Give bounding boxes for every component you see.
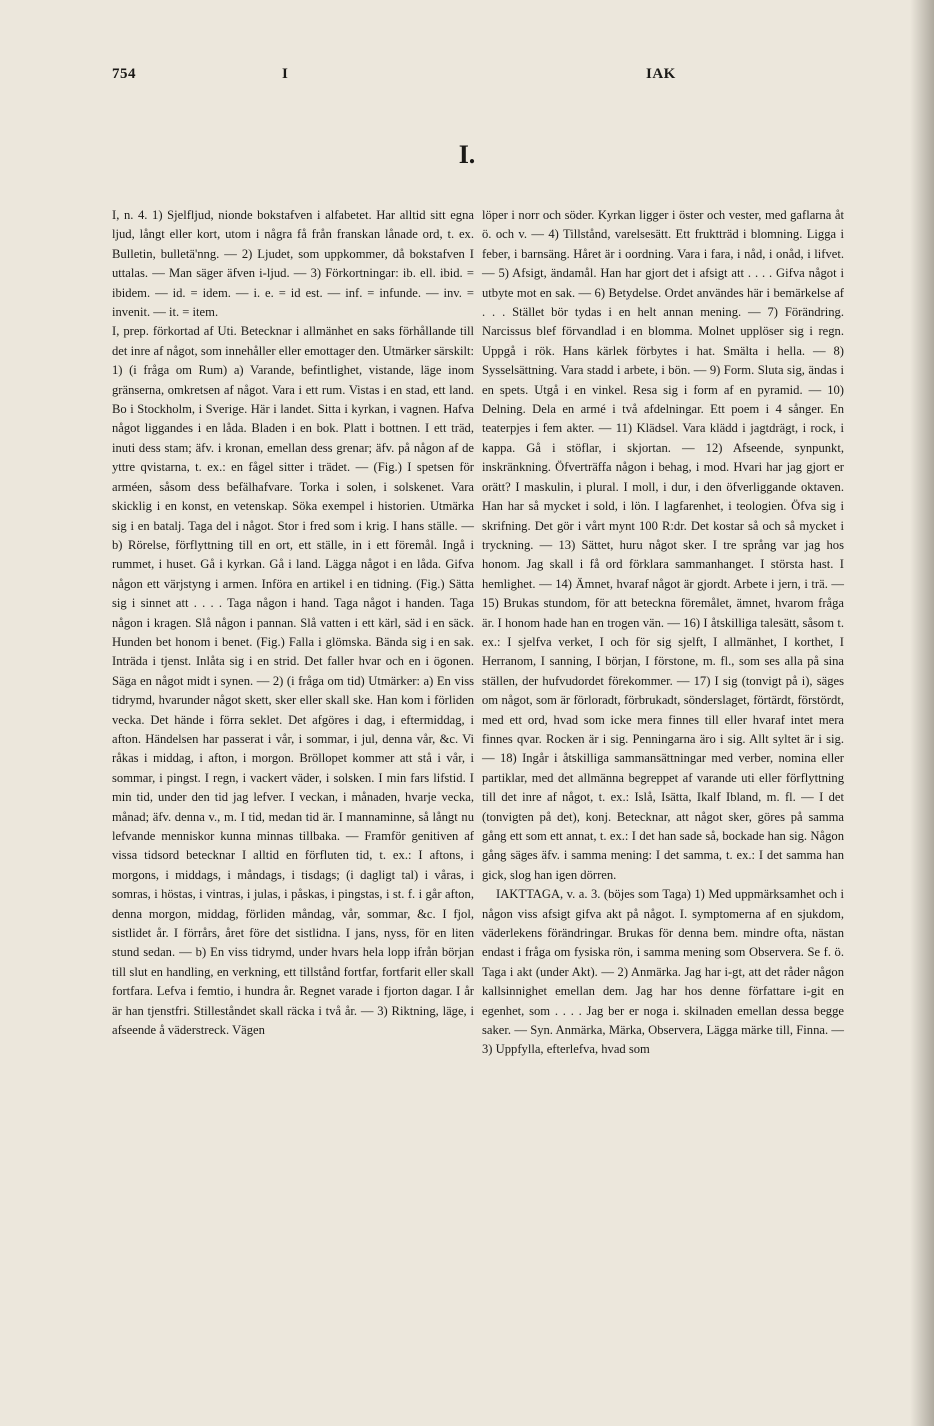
entry-i-preposition: I, prep. förkortad af Uti. Betecknar i allmänhet en saks förhållande till det inre af något, som innehåller eller emottager den. Utmärker särskilt: 1) (i fråga om Rum) a) Varande, befintlighet, vistande, läge inom gränserna, omkretsen af något. Vara i ett rum. Vistas i en stad, ett land. Bo i Stockholm, i Sverige. Här i landet. Sitta i kyrkan, i vagnen. Hafva något liggandes i en låda. Bladen i en bok. Platt i bottnen. I ett träd, inuti dess stam; äfv. i kronan, emellan dess grenar; äfv. på någon af de yttre qvistarna, t. ex.: en fågel sitter i trädet. — (Fig.) I spetsen för arméen, såsom dess befälhafvare. Torka i solen, i solskenet. Vara skicklig i en konst, en vetenskap. Söka exempel i historien. Utmärka sig i en batalj. Taga del i något. Stor i fred som i krig. I hans ställe. — b) Rörelse, förflyttning till en ort, ett ställe, in i ett föremål. Ingå i rummet, i huset. Gå i kyrkan. Gå i land. Lägga något i en låda. Gifva någon ett värjstyng i armen. Införa en artikel i en tidning. (Fig.) Sätta sig i sinnet att . . . . Taga någon i hand. Taga något i handen. Taga någon i kragen. Slå någon i pannan. Slå vatten i ett kärl, säd i en säck. Hunden bet honom i benet. (Fig.) Falla i glömska. Bända sig i en sak. Inträda i tjenst. Inlåta sig i en strid. Det faller hvar och en i ögonen. Säga en något midt i synen. — 2) (i fråga om tid) Utmärker: a) En viss tidrymd, hvarunder något skett, sker eller skall ske. Han kom i förliden vecka. Det hände i förra seklet. Det afgöres i dag, i eftermiddag, i afton. Händelsen har passerat i vår, i sommar, i jul, denna vår, &c. Vi råkas i middag, i afton, i morgon. Bröllopet kommer att stå i vår, i sommar, i pingst. I regn, i vackert väder, i solsken. I min fars lifstid. I min tid, under den tid jag lefver. I veckan, i månaden, hvarje vecka, månad; äfv. denna v., m. I tid, medan tid är. I mannaminne, så långt nu lefvande menniskor kunna minnas tillbaka. — Framför genitiven af vissa tidsord betecknar I alltid en förfluten tid, t. ex.: I aftons, i morgons, i middags, i måndags, i tisdags; (i dagligt tal) i våras, i somras, i höstas, i vintras, i julas, i påskas, i pingstas, i st. f. i går afton, denna morgon, middag, förliden måndag, vår, sommar, &c. I fjol, sistlidet år. I förrårs, året före det sistlidna. I jans, nyss, för en liten stund sedan. — b) En viss tidrymd, under hvars hela lopp ifrån början till slut en handling, en verkning, ett tillstånd fortfar, fortfarit eller skall fortfara. Lefva i femtio, i hundra år. Regnet varade i fjorton dagar. I år är han tjenstfri. Stilleståndet skall räcka i två år. — 3) Riktning, läge, i afseende å väderstreck. Vägen xyxy=(112,324,474,1038)
right-guide-word: IAK xyxy=(646,66,676,82)
left-guide-word: I xyxy=(282,66,289,82)
running-head xyxy=(0,66,934,86)
section-heading: I. xyxy=(458,140,476,169)
entry-i-noun: I, n. 4. 1) Sjelfljud, nionde bokstafven i alfabetet. Har alltid sitt egna ljud, långt eller kort, utom i några få från franskan lånade ord, t. ex. Bulletin, bulletä'nng. — 2) Ljudet, som uppkommer, då bokstafven I uttalas. — Man säger äfven i-ljud. — 3) Förkortningar: ib. ell. ibid. = ibidem. — id. = idem. — i. e. = id est. — inf. = infunde. — inv. = invenit. — it. = item. xyxy=(112,208,474,320)
right-column xyxy=(482,206,844,1060)
entry-i-preposition-continued: löper i norr och söder. Kyrkan ligger i öster och vester, med gaflarna åt ö. och v. — 4) Tillstånd, varelsesätt. Ett fruktträd i blomning. Ligga i feber, i barnsäng. Håret är i oordning. Vara i fara, i nåd, i onåd, i lifvet. — 5) Afsigt, ändamål. Han har gjort det i afsigt att . . . . Gifva något i utbyte mot en sak. — 6) Betydelse. Ordet användes här i bemärkelse af . . . Stället bör tydas i en helt annan mening. — 7) Förändring. Narcissus blef förvandlad i en blomma. Molnet upplöser sig i regn. Uppgå i rök. Hans kärlek förbytes i hat. Smälta i hella. — 8) Sysselsättning. Vara stadd i arbete, i bön. — 9) Form. Sluta sig, ändas i en spets. Utgå i en vinkel. Resa sig i form af en pyramid. — 10) Delning. Dela en armé i två afdelningar. Ett poem i 4 sånger. En teaterpjes i fem akter. — 11) Klädsel. Vara klädd i jagtdrägt, i rock, i kappa. Gå i stöflar, i skjortan. — 12) Afseende, synpunkt, inskränkning. Öfverträffa någon i behag, i mod. Hvari har jag gjort er orätt? I maskulin, i plural. I moll, i dur, i den öfverliggande oktaven. Han har så mycket i sold, i lön. I lagfarenhet, i teologien. Öfva sig i skrifning. Det gör i vårt mynt 100 R:dr. Det kostar så och så mycket i tryckning. — 13) Sättet, huru något sker. I tre språng var jag hos honom. Jag skall i få ord förklara sammanhanget. I största hast. I hemlighet. — 14) Ämnet, hvaraf något är gjordt. Arbete i jern, i trä. — 15) Brukas stundom, för att beteckna föremålet, ämnet, hvarom fråga är. I honom hade han en trogen vän. — 16) I åtskilliga talesätt, såsom t. ex.: I sjelfva verket, I och för sig sjelft, I allmänhet, I korthet, I Herranom, I sanning, I början, I förstone, m. fl., som ses alla på sina ställen, der hufvudordet förekommer. — 17) I sig (tonvigt på i), säges om något, som är förloradt, förbrukadt, sönderslaget, förtärdt, förstördt, med ett ord, hvad som icke mera finnes till eller hvaraf intet mera finnes qvar. Rocken är i sig. Penningarna äro i sig. Allt syltet är i sig. — 18) Ingår i åtskilliga sammansättningar med verber, nomina eller partiklar, med det allmänna begreppet af varande uti eller förflyttning till det inre af något, t. ex.: Islå, Isätta, Ikalf Ibland, m. fl. — I det (tonvigten på det), konj. Betecknar, att något sker, göres på samma gång ett som ett annat, t. ex.: I det han sade så, bockade han sig. Någon gång säges äfv. i samma mening: I det samma, t. ex.: I det samma han gick, slog han igen dörren. xyxy=(482,208,844,882)
page-edge-shadow xyxy=(910,0,934,1426)
left-column xyxy=(112,206,474,1040)
page-number: 754 xyxy=(112,66,136,82)
entry-iakttaga: IAKTTAGA, v. a. 3. (böjes som Taga) 1) Med uppmärksamhet och i någon viss afsigt gifva akt på något. I. symptomerna af en sjukdom, väderlekens förändringar. Brukas för denna bem. mindre ofta, nästan endast i fråga om fysiska rön, i samma mening som Observera. Se f. ö. Taga i akt (under Akt). — 2) Anmärka. Jag har i-gt, att det råder någon kallsinnighet emellan dem. Jag har hos denne författare i-git en egenhet, som . . . . Jag ber er noga i. skilnaden emellan dessa begge saker. — Syn. Anmärka, Märka, Observera, Lägga märke till, Finna. — 3) Uppfylla, efterlefva, hvad som xyxy=(482,887,844,1057)
